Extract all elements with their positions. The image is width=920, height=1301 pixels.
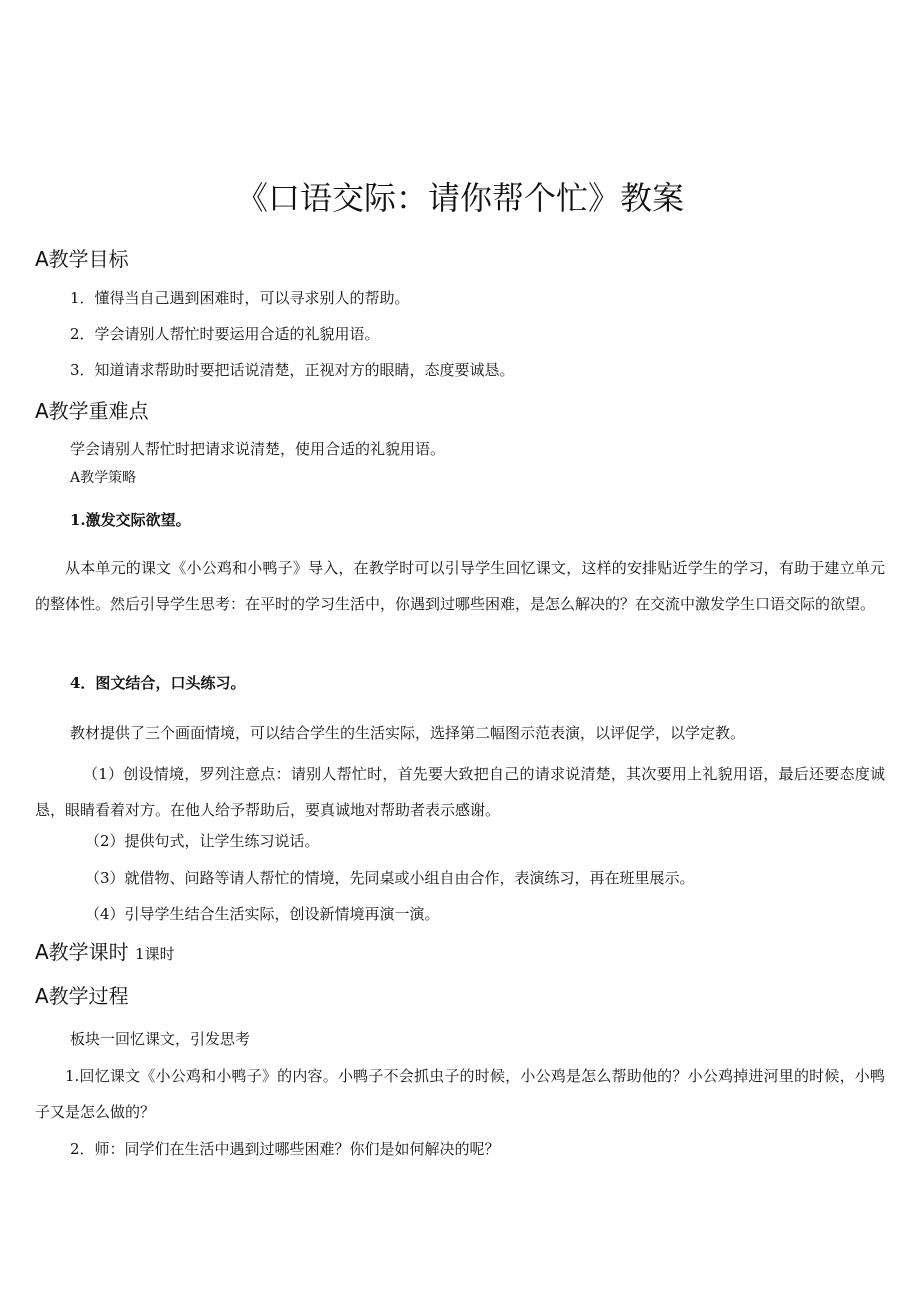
strategy-sub-item-4: （4）引导学生结合生活实际，创设新情境再演一演。 [85,905,440,923]
strategy-item-2-paragraph: 教材提供了三个画面情境，可以结合学生的生活实际，选择第二幅图示范表演，以评促学，以学定教。 [70,724,746,742]
process-item-1: 1.回忆课文《小公鸡和小鸭子》的内容。小鸭子不会抓虫子的时候，小公鸡是怎么帮助他的？小公鸡掉进河里的时候，小鸭子又是怎么做的？ [35,1067,885,1121]
section-heading-process: A教学过程 [35,984,129,1008]
strategy-sub-item-3: （3）就借物、问路等请人帮忙的情境，先同桌或小组自由合作，表演练习，再在班里展示。 [85,869,695,887]
strategy-item-2-title: 4．图文结合，口头练习。 [70,674,246,692]
keypoints-text: 学会请别人帮忙时把请求说清楚，使用合适的礼貌用语。 [70,440,446,458]
strategy-item-1-title: 1.激发交际欲望。 [70,511,191,529]
section-heading-keypoints: A教学重难点 [35,399,149,423]
section-heading-objectives: A教学目标 [35,247,129,271]
objective-item-3: 3．知道请求帮助时要把话说清楚，正视对方的眼睛，态度要诚恳。 [70,361,515,379]
strategy-item-1-paragraph: 从本单元的课文《小公鸡和小鸭子》导入，在教学时可以引导学生回忆课文，这样的安排贴近学生的学习，有助于建立单元的整体性。然后引导学生思考：在平时的学习生活中，你遇到过哪些困难，是怎么解决的？在交流中激发学生口语交际的欲望。 [35,559,885,613]
process-item-2: 2．师：同学们在生活中遇到过哪些困难？你们是如何解决的呢？ [70,1140,500,1158]
objective-item-2: 2．学会请别人帮忙时要运用合适的礼貌用语。 [70,325,380,343]
page-title: 《口语交际：请你帮个忙》教案 [235,179,684,217]
hours-value: 1课时 [135,945,175,963]
section-heading-strategy: A教学策略 [70,470,137,486]
section-heading-hours [35,938,175,968]
strategy-sub-item-1: （1）创设情境，罗列注意点：请别人帮忙时，首先要大致把自己的请求说清楚，其次要用上礼貌用语，最后还要态度诚恳，眼睛看着对方。在他人给予帮助后，要真诚地对帮助者表示感谢。 [35,765,885,819]
objective-item-1: 1．懂得当自己遇到困难时，可以寻求别人的帮助。 [70,289,410,307]
process-block-title: 板块一回忆课文，引发思考 [70,1030,251,1048]
hours-heading-label: A教学课时 [35,940,129,964]
strategy-sub-item-2: （2）提供句式，让学生练习说话。 [85,832,320,850]
